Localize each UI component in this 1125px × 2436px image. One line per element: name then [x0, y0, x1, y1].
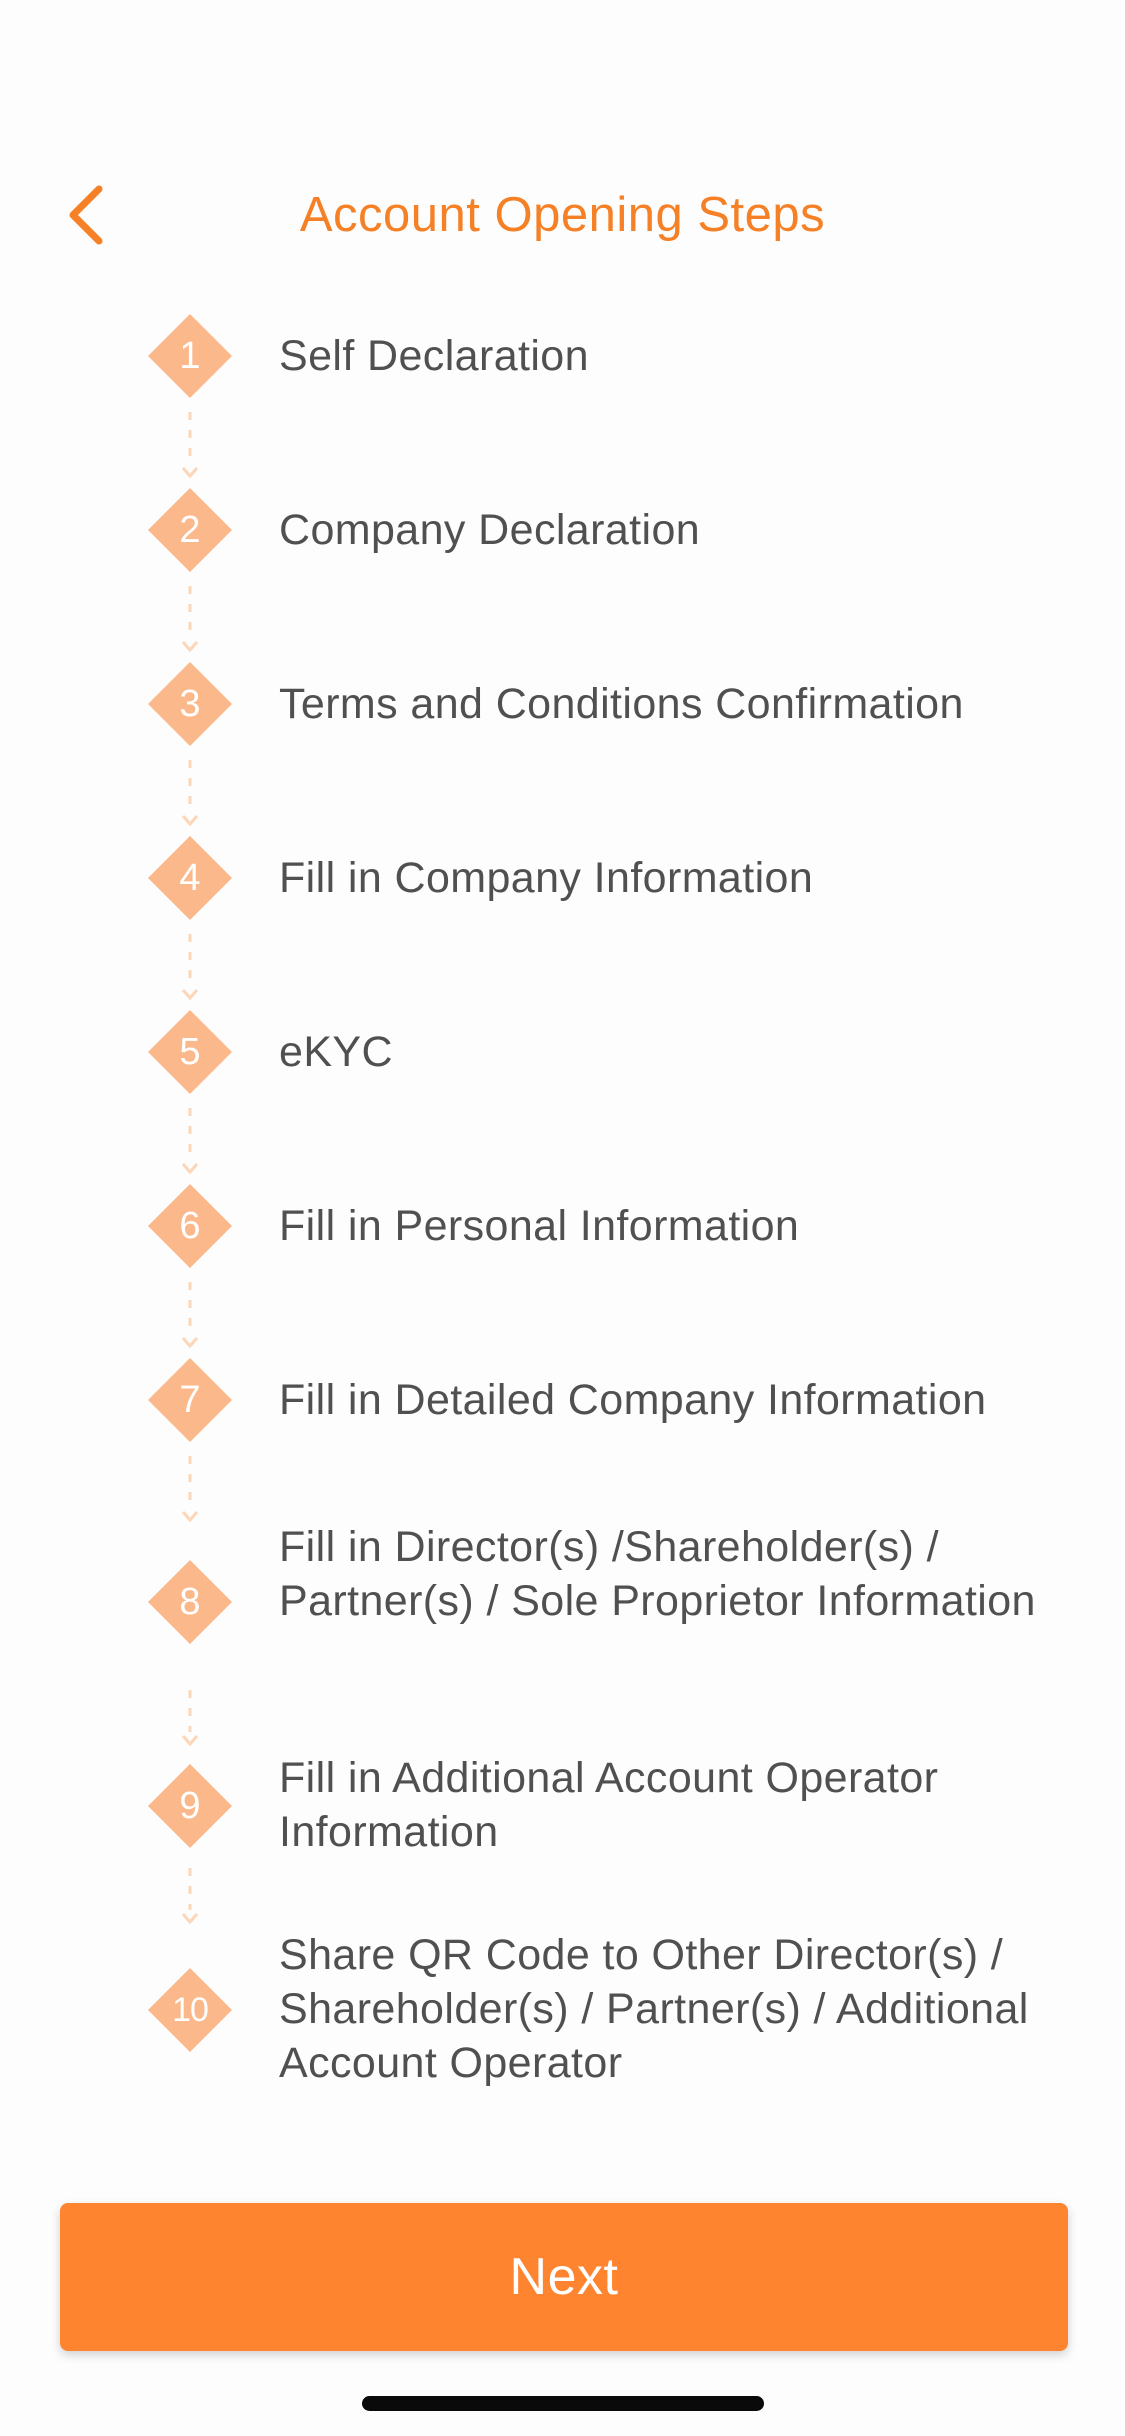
step-number-badge: 3 — [148, 662, 232, 746]
next-button[interactable]: Next — [60, 2203, 1068, 2351]
step-connector — [178, 756, 202, 836]
step-label: Company Declaration — [279, 506, 701, 554]
step-number-badge: 10 — [148, 1968, 232, 2052]
step-number-badge: 8 — [148, 1560, 232, 1644]
step-connector — [178, 582, 202, 662]
step-connector — [178, 1104, 202, 1184]
step-connector — [178, 408, 202, 488]
navigation-header — [0, 150, 1125, 280]
step-label: Fill in Personal Information — [279, 1202, 800, 1250]
step-number-badge: 6 — [148, 1184, 232, 1268]
step-number-badge: 1 — [148, 314, 232, 398]
page-title: Account Opening Steps — [299, 188, 826, 242]
step-label: Fill in Detailed Company Information — [279, 1376, 987, 1424]
step-label: Terms and Conditions Confirmation — [279, 680, 964, 728]
step-label: Fill in Director(s) /Shareholder(s) / Partner(s) / Sole Proprietor Information — [279, 1523, 1036, 1625]
step-label: eKYC — [279, 1028, 393, 1076]
step-number-badge: 7 — [148, 1358, 232, 1442]
step-number-badge: 5 — [148, 1010, 232, 1094]
step-label: Fill in Company Information — [279, 854, 814, 902]
step-label: Share QR Code to Other Director(s) / Shareholder(s) / Partner(s) / Additional Account Operator — [279, 1931, 1029, 2087]
step-number-badge: 4 — [148, 836, 232, 920]
step-number-badge: 2 — [148, 488, 232, 572]
step-label: Self Declaration — [279, 332, 589, 380]
step-connector — [178, 1686, 202, 1756]
step-label: Fill in Additional Account Operator Information — [279, 1754, 939, 1856]
step-connector — [178, 1452, 202, 1532]
step-connector — [178, 1278, 202, 1358]
step-connector — [178, 930, 202, 1010]
home-indicator — [362, 2396, 764, 2411]
step-connector — [178, 1864, 202, 1934]
step-number-badge: 9 — [148, 1764, 232, 1848]
